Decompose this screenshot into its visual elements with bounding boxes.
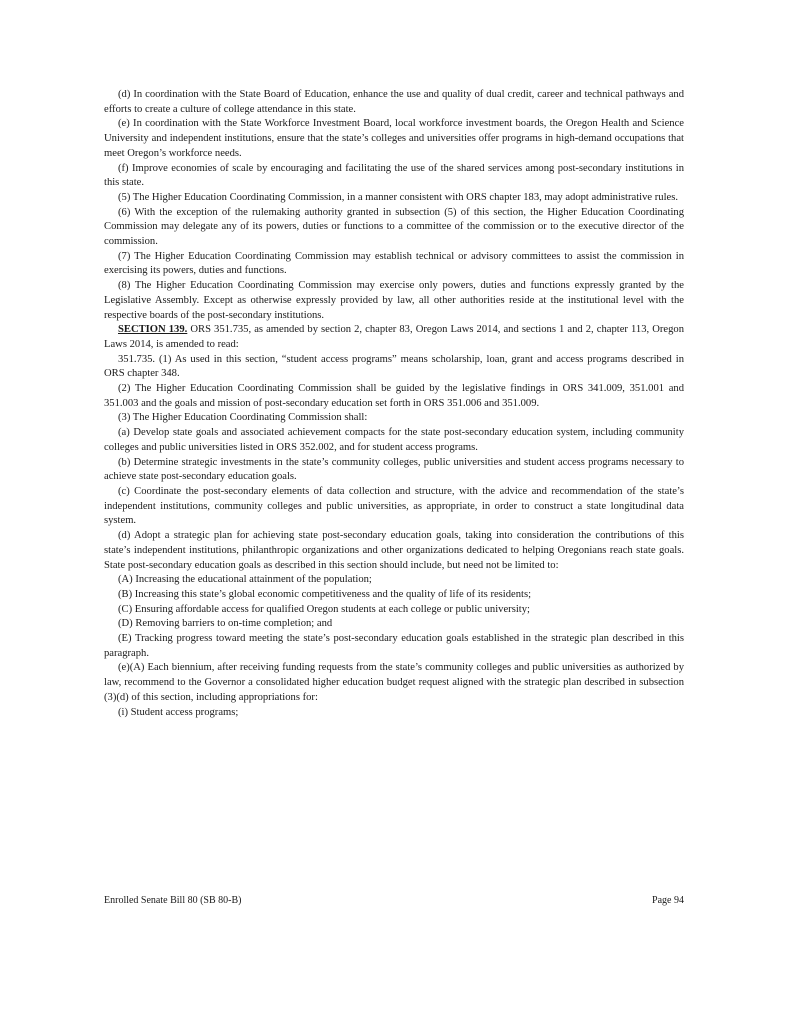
- page-number: Page 94: [652, 895, 684, 906]
- paragraph: (3) The Higher Education Coordinating Commission shall:: [118, 412, 368, 424]
- paragraph: (a) Develop state goals and associated achievement compacts for the state post-secondary education system, including community colleges and public universities listed in ORS 352.002, and for student access programs.: [104, 427, 684, 453]
- paragraph: (A) Increasing the educational attainment of the population;: [118, 574, 372, 586]
- paragraph: (i) Student access programs;: [118, 706, 239, 718]
- paragraph: 351.735. (1) As used in this section, “student access programs” means scholarship, loan, grant and access programs described in ORS chapter 348.: [104, 353, 684, 380]
- paragraph: (e)(A) Each biennium, after receiving funding requests from the state’s community colleges and public universities as authorized by law, recommend to the Governor a consolidated higher education budget request aligned with the strategic plan described in subsection (3)(d) of this section, including appropriations for:: [104, 662, 684, 703]
- paragraph: (D) Removing barriers to on-time completion; and: [118, 618, 333, 630]
- paragraph: (B) Increasing this state’s global economic competitiveness and the quality of life of its residents;: [118, 588, 532, 600]
- page-footer: [104, 895, 684, 906]
- paragraph: (d) In coordination with the State Board of Education, enhance the use and quality of dual credit, career and technical pathways and efforts to create a culture of college attendance in this state.: [104, 89, 684, 115]
- paragraph: (5) The Higher Education Coordinating Commission, in a manner consistent with ORS chapter 183, may adopt administrative rules.: [118, 191, 678, 203]
- paragraph: (7) The Higher Education Coordinating Commission may establish technical or advisory committees to assist the commission in exercising its powers, duties and functions.: [104, 250, 684, 277]
- paragraph: (6) With the exception of the rulemaking authority granted in subsection (5) of this section, the Higher Education Coordinating Commission may delegate any of its powers, duties or functions to a committee of the commission or to the executive director of the commission.: [104, 206, 684, 248]
- paragraph: (d) Adopt a strategic plan for achieving state post-secondary education goals, taking into consideration the contributions of this state’s independent institutions, philanthropic organizations and other organizations dedicated to helping Oregonians reach state goals. State post-secondary education goals as described in this section should include, but need not be limited to:: [104, 530, 684, 571]
- paragraph: (b) Determine strategic investments in the state’s community colleges, public universities and student access programs necessary to achieve state post-secondary education goals.: [104, 456, 684, 483]
- bill-title: Enrolled Senate Bill 80 (SB 80-B): [104, 895, 242, 906]
- paragraph: (2) The Higher Education Coordinating Commission shall be guided by the legislative findings in ORS 341.009, 351.001 and 351.003 and the goals and mission of post-secondary education set forth in ORS 351.006 and 351.009.: [104, 383, 684, 409]
- paragraph: (E) Tracking progress toward meeting the state’s post-secondary education goals established in the strategic plan described in this paragraph.: [104, 633, 684, 659]
- paragraph: (c) Coordinate the post-secondary elements of data collection and structure, with the advice and recommendation of the state’s independent institutions, community colleges and public universities, as appropriate, in order to construct a state longitudinal data system.: [104, 485, 684, 527]
- section-text: ORS 351.735, as amended by section 2, chapter 83, Oregon Laws 2014, and sections 1 and 2, chapter 113, Oregon Laws 2014, is amended to read:: [104, 324, 684, 350]
- paragraph: (C) Ensuring affordable access for qualified Oregon students at each college or public university;: [118, 603, 530, 615]
- paragraph: (e) In coordination with the State Workforce Investment Board, local workforce investment boards, the Oregon Health and Science University and independent institutions, ensure that the state’s colleges and universities offer programs in high-demand occupations that meet Oregon’s workforce needs.: [104, 118, 684, 159]
- section-label: SECTION 139.: [118, 324, 188, 336]
- section-heading-paragraph: [104, 323, 684, 352]
- paragraph: (8) The Higher Education Coordinating Commission may exercise only powers, duties and functions expressly granted by the Legislative Assembly. Except as otherwise expressly provided by law, all other authorities reside at the institutional level with the respective boards of the post-secondary institutions.: [104, 280, 684, 321]
- document-body: [104, 88, 684, 720]
- paragraph: (f) Improve economies of scale by encouraging and facilitating the use of the shared services among post-secondary institutions in this state.: [104, 162, 684, 189]
